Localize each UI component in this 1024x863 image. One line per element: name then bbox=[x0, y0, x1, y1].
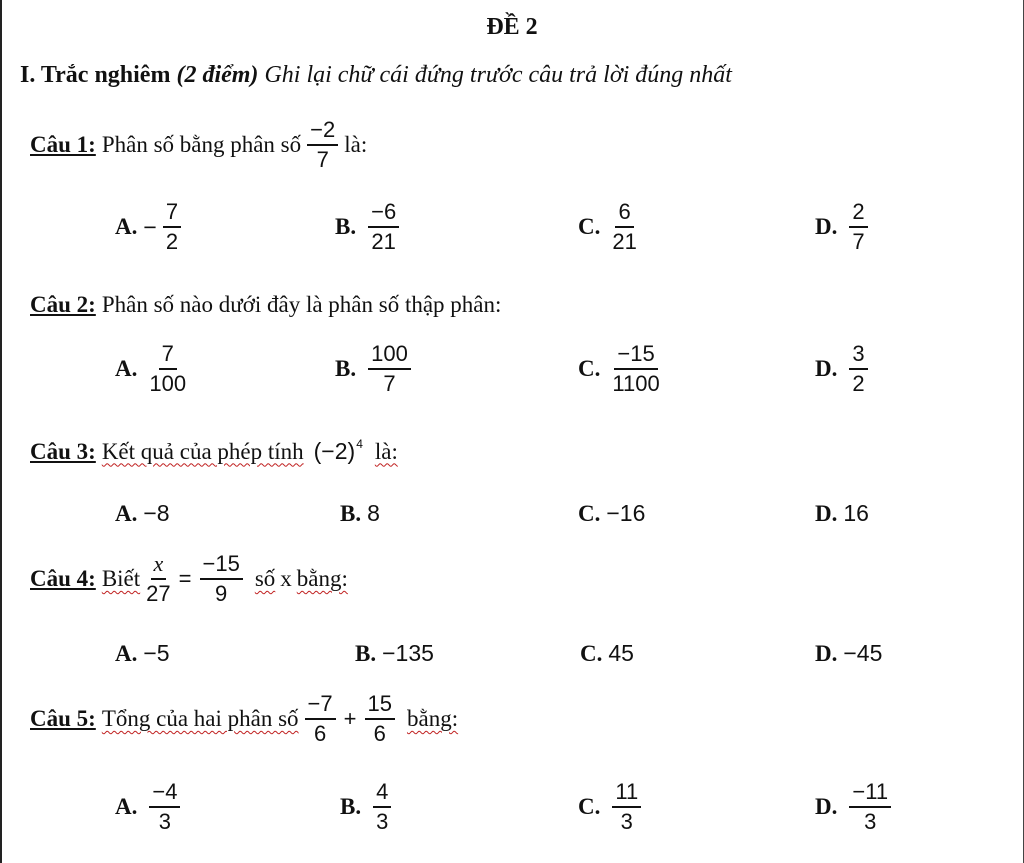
denominator: 21 bbox=[612, 229, 637, 255]
denominator: 3 bbox=[620, 809, 633, 835]
fraction bbox=[849, 200, 867, 254]
option-q4-c[interactable] bbox=[580, 640, 634, 667]
fraction bbox=[307, 118, 338, 172]
question-label: Câu 2: bbox=[30, 292, 96, 317]
option-q5-c[interactable] bbox=[578, 780, 647, 834]
denominator: 21 bbox=[371, 229, 396, 255]
numerator: 3 bbox=[849, 342, 867, 370]
plus-sign: + bbox=[343, 706, 357, 732]
option-value: −5 bbox=[143, 640, 170, 666]
question-label: Câu 3: bbox=[30, 438, 96, 464]
numerator: −15 bbox=[614, 342, 657, 370]
numerator: −15 bbox=[200, 552, 243, 580]
option-q3-b[interactable] bbox=[340, 500, 380, 527]
question-4 bbox=[30, 552, 348, 606]
option-q2-a[interactable] bbox=[115, 342, 192, 396]
option-value: −8 bbox=[143, 500, 170, 526]
section-instruction: Ghi lại chữ cái đứng trước câu trả lời đúng nhất bbox=[264, 62, 732, 88]
variable-x: x bbox=[280, 566, 292, 592]
option-letter: C. bbox=[578, 794, 601, 820]
question-text: Phân số bằng phân số bbox=[101, 132, 302, 158]
expression: (−2) bbox=[313, 438, 356, 464]
numerator: 4 bbox=[373, 780, 391, 808]
section-heading bbox=[20, 62, 732, 89]
numerator: 7 bbox=[163, 200, 181, 228]
option-value: −16 bbox=[606, 500, 646, 526]
option-value: 8 bbox=[367, 500, 380, 526]
numerator: −7 bbox=[305, 692, 336, 720]
option-q1-a[interactable] bbox=[115, 200, 187, 254]
question-1 bbox=[30, 118, 367, 172]
option-q5-a[interactable] bbox=[115, 780, 186, 834]
option-q2-b[interactable] bbox=[335, 342, 417, 396]
exponent: 4 bbox=[356, 436, 363, 451]
option-q4-d[interactable] bbox=[815, 640, 882, 667]
option-sign: − bbox=[143, 213, 157, 240]
denominator: 2 bbox=[165, 229, 179, 255]
option-value: −45 bbox=[843, 640, 883, 666]
fraction bbox=[849, 342, 867, 396]
option-q4-b[interactable] bbox=[355, 640, 434, 667]
denominator: 1100 bbox=[612, 371, 660, 397]
numerator: 6 bbox=[615, 200, 633, 228]
fraction bbox=[149, 780, 180, 834]
option-value: −135 bbox=[382, 640, 434, 666]
denominator: 7 bbox=[316, 147, 329, 173]
option-letter: A. bbox=[115, 214, 138, 240]
option-value: 16 bbox=[843, 500, 869, 526]
numerator: 15 bbox=[365, 692, 395, 720]
denominator: 3 bbox=[376, 809, 389, 835]
question-tail: là: bbox=[374, 438, 398, 464]
question-tail: là: bbox=[344, 132, 368, 158]
page-title: ĐỀ 2 bbox=[486, 14, 538, 40]
fraction bbox=[163, 200, 181, 254]
option-letter: D. bbox=[815, 356, 838, 382]
question-tail: bằng: bbox=[406, 706, 459, 732]
option-letter: C. bbox=[578, 214, 601, 240]
fraction bbox=[849, 780, 891, 834]
denominator: 7 bbox=[383, 371, 396, 397]
question-text: Tổng của hai phân số bbox=[101, 706, 299, 732]
fraction bbox=[146, 552, 170, 606]
option-q5-b[interactable] bbox=[340, 780, 397, 834]
numerator: −4 bbox=[149, 780, 180, 808]
question-tail: bằng: bbox=[296, 566, 348, 592]
option-q5-d[interactable] bbox=[815, 780, 897, 834]
question-text: Kết quả của phép tính bbox=[101, 438, 304, 464]
section-points: (2 điểm) bbox=[176, 62, 259, 88]
option-letter: C. bbox=[578, 500, 601, 526]
question-label: Câu 5: bbox=[30, 706, 96, 732]
numerator: 100 bbox=[368, 342, 411, 370]
numerator: 7 bbox=[159, 342, 177, 370]
option-q2-c[interactable] bbox=[578, 342, 666, 396]
fraction bbox=[368, 200, 399, 254]
numerator: 11 bbox=[612, 780, 641, 808]
option-letter: C. bbox=[578, 356, 601, 382]
fraction bbox=[149, 342, 186, 396]
section-title: I. Trắc nghiêm bbox=[20, 62, 171, 88]
option-letter: D. bbox=[815, 500, 838, 526]
option-letter: B. bbox=[335, 214, 357, 240]
option-letter: D. bbox=[815, 214, 838, 240]
option-q1-b[interactable] bbox=[335, 200, 405, 254]
denominator: 7 bbox=[852, 229, 865, 255]
numerator: 2 bbox=[849, 200, 867, 228]
option-value: 45 bbox=[608, 640, 634, 666]
question-label: Câu 4: bbox=[30, 566, 96, 592]
question-3 bbox=[30, 438, 398, 465]
numerator: −6 bbox=[368, 200, 399, 228]
option-q4-a[interactable] bbox=[115, 640, 170, 667]
fraction bbox=[373, 780, 391, 834]
denominator: 2 bbox=[852, 371, 865, 397]
numerator: x bbox=[151, 552, 167, 580]
question-5 bbox=[30, 692, 458, 746]
option-letter: C. bbox=[580, 640, 603, 666]
option-letter: B. bbox=[335, 356, 357, 382]
option-q3-a[interactable] bbox=[115, 500, 170, 527]
denominator: 27 bbox=[146, 581, 171, 607]
fraction bbox=[368, 342, 411, 396]
fraction bbox=[612, 780, 641, 834]
option-q3-d[interactable] bbox=[815, 500, 869, 527]
numerator: −2 bbox=[307, 118, 338, 146]
fraction bbox=[612, 342, 659, 396]
question-word: số bbox=[254, 566, 276, 592]
denominator: 3 bbox=[158, 809, 172, 835]
question-label: Câu 1: bbox=[30, 132, 96, 158]
denominator: 3 bbox=[864, 809, 877, 835]
question-2 bbox=[30, 292, 501, 318]
fraction bbox=[365, 692, 395, 746]
fraction bbox=[200, 552, 243, 606]
equals-sign: = bbox=[178, 566, 192, 592]
option-q3-c[interactable] bbox=[578, 500, 645, 527]
question-text: Biết bbox=[101, 566, 141, 592]
fraction bbox=[612, 200, 636, 254]
option-letter: A. bbox=[115, 640, 138, 666]
option-letter: B. bbox=[340, 794, 362, 820]
option-letter: A. bbox=[115, 356, 138, 382]
option-letter: B. bbox=[340, 500, 362, 526]
left-border bbox=[0, 0, 2, 863]
option-letter: B. bbox=[355, 640, 377, 666]
option-q1-d[interactable] bbox=[815, 200, 874, 254]
denominator: 6 bbox=[313, 721, 327, 747]
question-text: Phân số nào dưới đây là phân số thập phân: bbox=[101, 292, 502, 317]
option-letter: D. bbox=[815, 640, 838, 666]
denominator: 6 bbox=[373, 721, 386, 747]
option-letter: A. bbox=[115, 500, 138, 526]
denominator: 100 bbox=[149, 371, 187, 397]
option-q1-c[interactable] bbox=[578, 200, 643, 254]
numerator: −11 bbox=[849, 780, 891, 808]
option-q2-d[interactable] bbox=[815, 342, 874, 396]
option-letter: A. bbox=[115, 794, 138, 820]
fraction bbox=[305, 692, 336, 746]
option-letter: D. bbox=[815, 794, 838, 820]
denominator: 9 bbox=[215, 581, 228, 607]
